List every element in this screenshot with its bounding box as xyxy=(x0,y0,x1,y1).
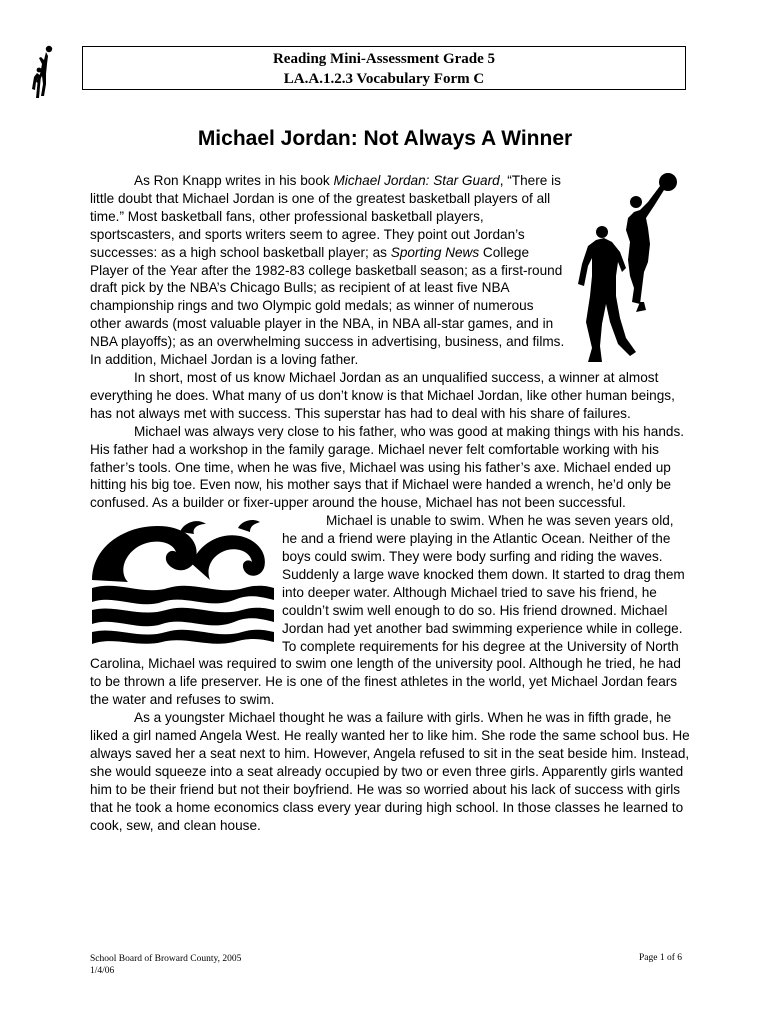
basketball-player-logo-icon xyxy=(24,44,60,100)
magazine-title: Sporting News xyxy=(390,244,480,260)
paragraph-2: In short, most of us know Michael Jordan as an unqualified success, a winner at almost everything he does. What many of us don’t know is that Michael Jordan, like other human beings, has not always met with success. This superstar has had to deal with his share of failures. xyxy=(90,369,675,421)
paragraph-3: Michael was always very close to his father, who was good at making things with his hands. His father had a workshop in the family garage. Michael never felt comfortable working with his father’s tools. One time, when he was five, Michael was using his father’s axe. Michael ended up hitting his big toe. Even now, his mother says that if Michael were handed a wrench, he’d only be confused. As a builder or fixer-upper around the house, Michael has not been successful. xyxy=(90,423,685,511)
paragraph-5: As a youngster Michael thought he was a failure with girls. When he was in fifth grade, he liked a girl named Angela West. He really wanted her to like him. She rode the same school bus. He always saved her a seat next to him. However, Angela refused to sit in the seat beside him. Instead, she would squeeze into a seat already occupied by two or even three girls. Apparently girls wanted him to be their friend but not their boyfriend. He was so worried about his lack of success with girls that he took a home economics class every year during high school. In those classes he learned to cook, sew, and clean house. xyxy=(90,710,690,833)
footer-date: 1/4/06 xyxy=(90,966,115,976)
article-body xyxy=(90,172,690,835)
assessment-header xyxy=(82,46,686,90)
book-title: Michael Jordan: Star Guard xyxy=(333,173,500,188)
header-line-2: LA.A.1.2.3 Vocabulary Form C xyxy=(283,71,485,87)
footer-publisher: School Board of Broward County, 2005 xyxy=(90,954,242,964)
paragraph-1: As Ron Knapp writes in his book Michael Jordan: Star Guard, “There is little doubt that Michael Jordan is one of the greatest basketball players of all time.” Most basketball fans, other professional basketball players, sportscasters, and sports writers seem to agree. They point out Jordan’s successes: as a high school basketball player; as Sporting News College Player of the Year after the 1982-83 college basketball season; as a first-round draft pick by the NBA’s Chicago Bulls; as recipient of at least five NBA championship rings and two Olympic gold medals; as winner of numerous other awards (most valuable player in the NBA, in NBA all-star games, and in NBA playoffs); as an overwhelming success in advertising, business, and films. In addition, Michael Jordan is a loving father. xyxy=(90,173,565,368)
paragraph-4: Michael is unable to swim. When he was seven years old, he and a friend were playing in the Atlantic Ocean. Neither of the boys could swim. They were body surfing and riding the waves. Suddenly a large wave knocked them down. It started to drag them into deeper water. Although Michael tried to save his friend, he couldn’t swim well enough to do so. His friend drowned. Michael Jordan had yet another bad swimming experience while in college. To complete requirements for his degree at the University of North Carolina, Michael was required to swim one length of the university pool. Although he tried, he had to be thrown a life preserver. He is one of the finest athletes in the world, yet Michael Jordan fears the water and refuses to swim. xyxy=(90,513,685,708)
footer-publisher-block xyxy=(90,953,241,977)
basketball-players-illustration xyxy=(574,172,690,368)
page-title: Michael Jordan: Not Always A Winner xyxy=(197,127,573,150)
header-line-1: Reading Mini-Assessment Grade 5 xyxy=(272,51,496,67)
page-number: Page 1 of 6 xyxy=(638,953,682,963)
ocean-wave-icon xyxy=(88,518,278,646)
